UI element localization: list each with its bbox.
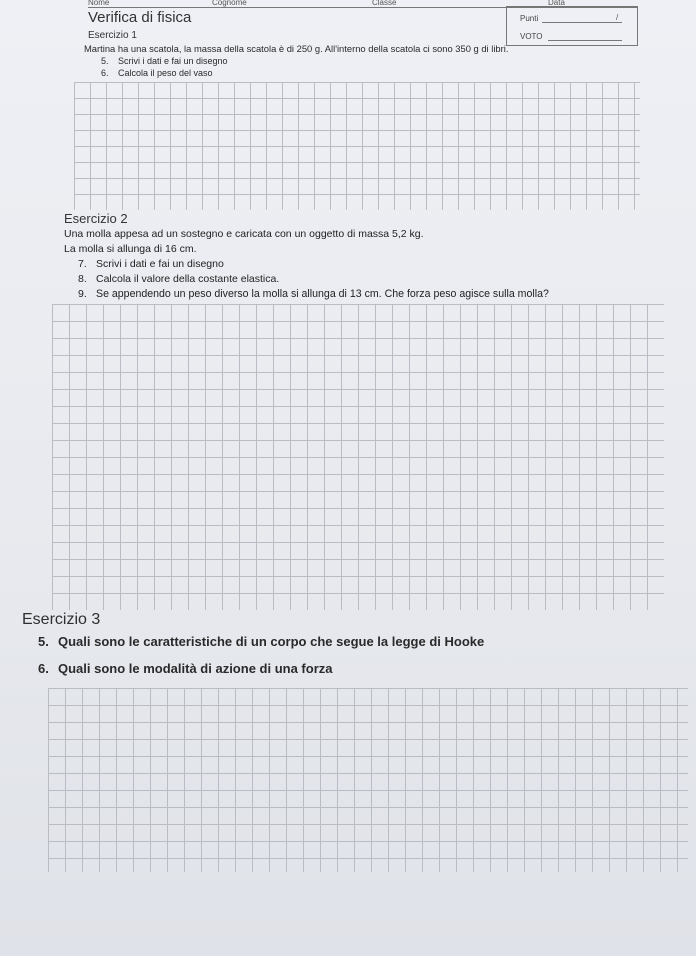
voto-line <box>548 40 622 41</box>
exercise1-item1-text: Scrivi i dati e fai un disegno <box>118 56 228 66</box>
exercise2-text1: Una molla appesa ad un sostegno e caricata con un oggetto di massa 5,2 kg. <box>64 228 424 240</box>
exercise2-item2-num: 8. <box>78 273 87 285</box>
data-label: Data <box>548 0 565 7</box>
nome-label: Nome <box>88 0 110 7</box>
exercise2-item3-num: 9. <box>78 288 87 300</box>
exercise2-item2-text: Calcola il valore della costante elastica. <box>96 273 280 285</box>
exercise3-heading: Esercizio 3 <box>22 611 101 628</box>
exercise3-item2-num: 6. <box>38 661 49 676</box>
exercise1-text: Martina ha una scatola, la massa della scatola è di 250 g. All'interno della scatola ci sono 350 g di libri. <box>84 43 509 54</box>
exercise3-item2-text: Quali sono le modalità di azione di una forza <box>58 661 333 676</box>
cognome-label: Cognome <box>212 0 247 7</box>
answer-grid-exercise3[interactable] <box>48 688 688 872</box>
exercise2-heading: Esercizio 2 <box>64 211 128 226</box>
exercise2-text2: La molla si allunga di 16 cm. <box>64 243 197 255</box>
exercise1-item2-text: Calcola il peso del vaso <box>118 68 213 78</box>
punti-line <box>542 22 622 23</box>
answer-grid-exercise1[interactable] <box>74 82 640 210</box>
exercise1-item2-num: 6. <box>101 68 109 78</box>
exercise3-item1-num: 5. <box>38 634 49 649</box>
exercise2-item1-text: Scrivi i dati e fai un disegno <box>96 258 224 270</box>
punti-label: Punti <box>520 14 539 23</box>
exercise1-heading: Esercizio 1 <box>88 30 137 41</box>
exercise2-item1-num: 7. <box>78 258 87 270</box>
answer-grid-exercise2[interactable] <box>52 304 664 610</box>
page-title: Verifica di fisica <box>88 9 192 26</box>
exercise2-item3-text: Se appendendo un peso diverso la molla si allunga di 13 cm. Che forza peso agisce sulla molla? <box>96 288 549 300</box>
classe-label: Classe <box>372 0 397 7</box>
exercise1-item1-num: 5. <box>101 56 109 66</box>
exercise3-item1-text: Quali sono le caratteristiche di un corpo che segue la legge di Hooke <box>58 634 485 649</box>
punti-separator: / <box>616 13 619 22</box>
voto-label: VOTO <box>520 32 543 41</box>
